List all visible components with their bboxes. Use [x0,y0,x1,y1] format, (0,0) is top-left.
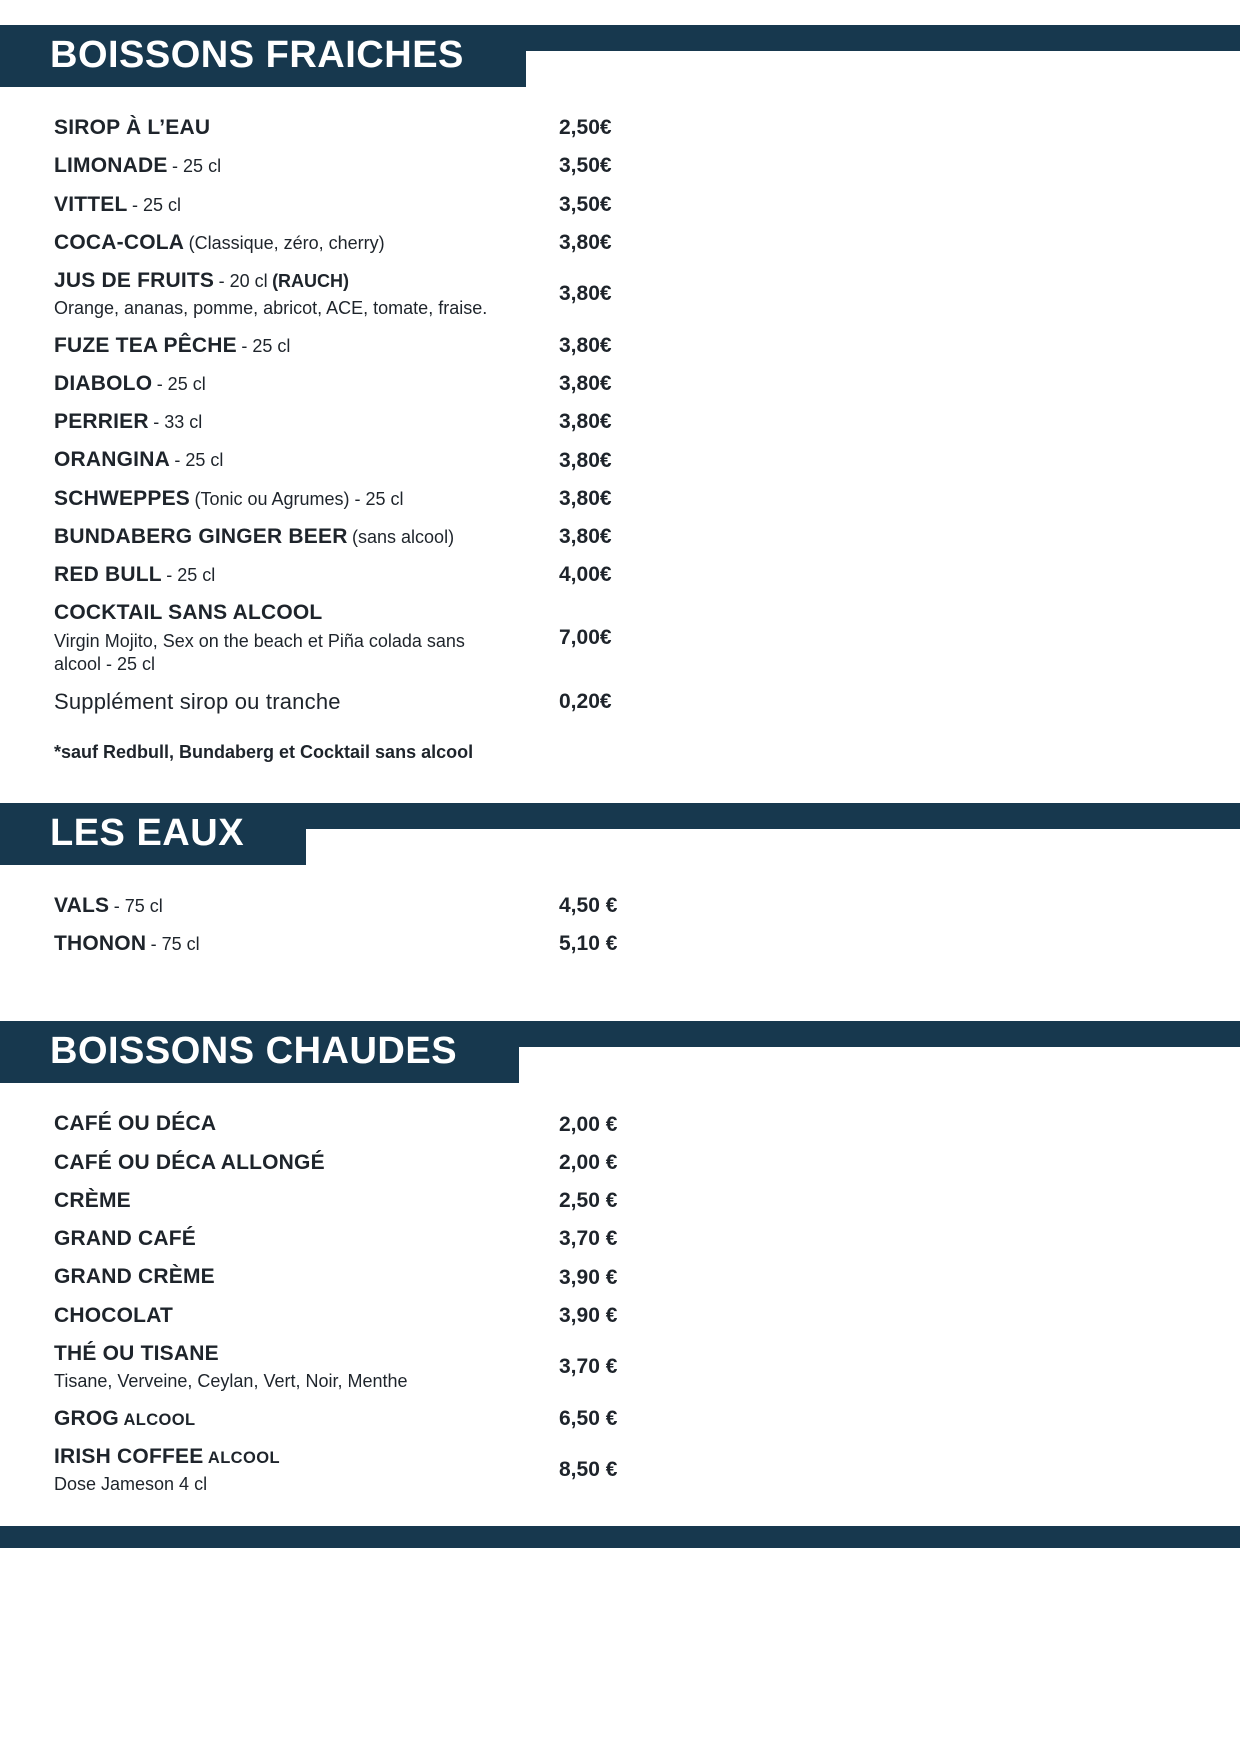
menu-item-line [54,1188,559,1214]
item-name: VALS [54,893,110,917]
item-name: CAFÉ OU DÉCA [54,1112,217,1136]
section-items [0,893,1240,958]
item-detail: (Classique, zéro, cherry) [188,232,385,253]
menu-item-text [54,1303,559,1329]
item-price: 3,50€ [559,192,612,216]
item-price: 3,80€ [559,486,612,510]
menu-item-row [54,333,1200,359]
section-title: BOISSONS CHAUDES [0,1021,519,1083]
item-price: 3,80€ [559,230,612,254]
menu-item-text [54,192,559,218]
item-name: SIROP À L’EAU [54,116,211,139]
item-name: GROG [54,1406,119,1430]
menu-item-row [54,688,1200,716]
item-price: 5,10 € [559,932,618,956]
item-detail: - 25 cl [166,565,216,586]
item-price: 7,00€ [559,626,612,650]
item-name: IRISH COFFEE [54,1444,204,1468]
menu-item-row [54,1341,1200,1394]
section-items [0,1111,1240,1496]
section-title: BOISSONS FRAICHES [0,25,526,87]
menu-section [0,803,1240,958]
item-detail-bold: (RAUCH) [272,271,350,291]
menu-item-row [54,192,1200,218]
item-price: 3,80€ [559,525,612,549]
menu-item-text [54,230,559,256]
menu-item-row [54,1264,1200,1290]
menu-item-line [54,893,559,919]
menu-item-line [54,268,559,294]
menu-item-line [54,371,559,397]
item-name: CHOCOLAT [54,1303,174,1327]
menu-item-row [54,409,1200,435]
item-name: SCHWEPPES [54,486,190,510]
menu-item-text [54,1226,559,1252]
menu-item-text [54,268,559,321]
item-description: Tisane, Verveine, Ceylan, Vert, Noir, Menthe [54,1371,408,1392]
menu-item-row [54,153,1200,179]
next-section-header-strip [0,1526,1240,1548]
menu-item-text [54,1150,559,1176]
item-price: 3,80€ [559,448,612,472]
item-name: GRAND CAFÉ [54,1227,196,1251]
menu-item-row [54,1150,1200,1176]
menu-item-line [54,192,559,218]
item-price: 4,00€ [559,563,612,587]
menu-item-text [54,409,559,435]
menu-item-line [54,1226,559,1252]
menu-item-row [54,524,1200,550]
item-price: 4,50 € [559,894,618,918]
item-price: 2,00 € [559,1150,618,1174]
item-name: LIMONADE [54,154,168,178]
item-price: 2,50 € [559,1189,618,1213]
item-name: GRAND CRÈME [54,1265,215,1289]
item-name: RED BULL [54,563,162,587]
menu-item-text [54,1188,559,1214]
item-name: COCA-COLA [54,230,185,254]
menu-item-row [54,115,1200,141]
item-name: THONON [54,932,147,956]
item-name: BUNDABERG GINGER BEER [54,524,348,548]
menu-item-text [54,1444,559,1497]
item-name: Supplément sirop ou tranche [54,689,341,715]
item-price: 8,50 € [559,1458,618,1482]
menu-item-line [54,409,559,435]
menu-item-text [54,562,559,588]
menu-sections [0,25,1240,1496]
item-alcohol-tag: ALCOOL [123,1410,196,1429]
item-price: 2,50€ [559,116,612,140]
item-price: 3,70 € [559,1355,618,1379]
item-detail: - 25 cl [156,373,206,394]
menu-item-line [54,1150,559,1176]
menu-item-line [54,562,559,588]
menu-item-text [54,153,559,179]
item-name: JUS DE FRUITS [54,269,215,292]
menu-item-line [54,688,559,716]
item-name: PERRIER [54,410,149,434]
section-title: LES EAUX [0,803,306,865]
menu-item-row [54,268,1200,321]
menu-item-row [54,230,1200,256]
menu-item-line [54,1303,559,1329]
section-header [0,1021,1240,1083]
item-price: 3,80€ [559,282,612,306]
menu-item-text [54,486,559,512]
menu-item-row [54,1444,1200,1497]
section-header [0,803,1240,865]
item-detail: (Tonic ou Agrumes) - 25 cl [194,488,404,509]
menu-item-line [54,1406,559,1432]
item-alcohol-tag: ALCOOL [207,1448,280,1467]
menu-item-line [54,486,559,512]
menu-item-text [54,688,559,716]
menu-item-row [54,1188,1200,1214]
menu-item-text [54,931,559,957]
menu-item-line [54,600,559,626]
item-name: VITTEL [54,192,128,216]
item-detail: - 75 cl [113,895,163,916]
item-description: Dose Jameson 4 cl [54,1474,208,1495]
menu-item-line [54,1264,559,1290]
menu-item-line [54,1111,559,1137]
menu-item-line [54,447,559,473]
item-name: FUZE TEA PÊCHE [54,333,237,357]
menu-item-row [54,1303,1200,1329]
item-price: 3,80€ [559,410,612,434]
menu-item-line [54,115,559,141]
section-header [0,25,1240,87]
item-detail: - 25 cl [174,450,224,471]
menu-item-line [54,524,559,550]
item-price: 2,00 € [559,1112,618,1136]
item-price: 6,50 € [559,1406,618,1430]
menu-item-row [54,1111,1200,1137]
item-detail: (sans alcool) [352,526,455,547]
item-detail: - 75 cl [150,934,200,955]
item-name: THÉ OU TISANE [54,1341,219,1365]
item-price: 3,70 € [559,1227,618,1251]
item-name: CAFÉ OU DÉCA ALLONGÉ [54,1150,325,1174]
menu-item-line [54,1341,559,1367]
menu-item-text [54,893,559,919]
menu-item-row [54,486,1200,512]
menu-item-text [54,115,559,141]
item-detail: - 20 cl [218,271,268,291]
menu-item-line [54,153,559,179]
item-price: 3,50€ [559,154,612,178]
menu-item-text [54,1111,559,1137]
menu-section [0,1021,1240,1496]
item-name: ORANGINA [54,448,170,472]
item-name: COCKTAIL SANS ALCOOL [54,601,323,625]
menu-item-row [54,562,1200,588]
menu-item-row [54,447,1200,473]
item-detail: - 33 cl [153,412,203,433]
menu-item-text [54,1406,559,1432]
item-detail: - 25 cl [172,156,222,177]
menu-item-text [54,333,559,359]
menu-item-text [54,600,559,676]
menu-item-text [54,371,559,397]
item-detail: - 25 cl [131,194,182,215]
menu-item-row [54,1226,1200,1252]
menu-item-line [54,230,559,256]
menu-item-line [54,931,559,957]
section-footnote: *sauf Redbull, Bundaberg et Cocktail sans alcool [54,741,474,762]
item-price: 3,80€ [559,372,612,396]
menu-item-text [54,1264,559,1290]
item-price: 3,90 € [559,1265,618,1289]
menu-item-row [54,600,1200,676]
item-description: Orange, ananas, pomme, abricot, ACE, tomate, fraise. [54,298,488,319]
menu-section [0,25,1240,763]
menu-item-row [54,1406,1200,1432]
item-description: Virgin Mojito, Sex on the beach et Piña colada sans alcool - 25 cl [54,630,465,675]
item-price: 3,80€ [559,333,612,357]
menu-item-text [54,524,559,550]
menu-item-row [54,893,1200,919]
menu-item-text [54,447,559,473]
menu-item-line [54,333,559,359]
menu-item-row [54,371,1200,397]
item-price: 3,90 € [559,1303,618,1327]
menu-item-text [54,1341,559,1394]
item-price: 0,20€ [559,690,612,714]
section-items [0,115,1240,716]
menu-item-row [54,931,1200,957]
item-name: CRÈME [54,1188,131,1212]
menu-item-line [54,1444,559,1470]
item-detail: - 25 cl [241,335,291,356]
item-name: DIABOLO [54,371,153,395]
